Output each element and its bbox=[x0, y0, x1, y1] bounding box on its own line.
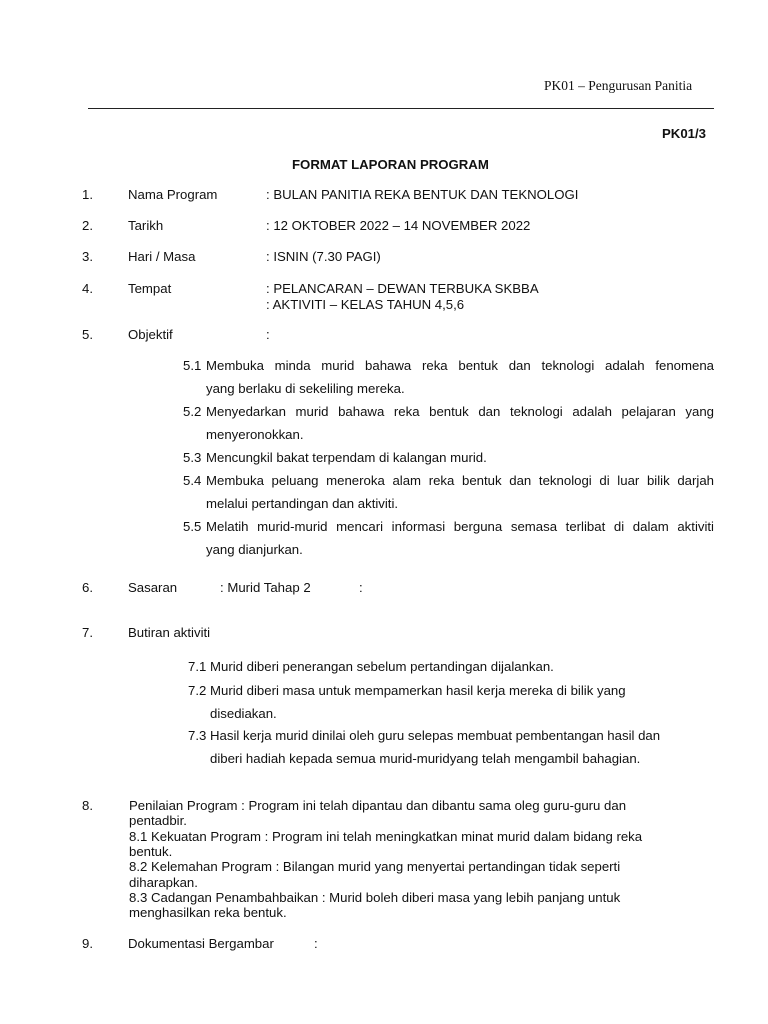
item-value-tarikh: : 12 OKTOBER 2022 – 14 NOVEMBER 2022 bbox=[266, 218, 531, 233]
item-number: 8. bbox=[82, 798, 93, 813]
activity-text: Murid diberi masa untuk mempamerkan hasil kerja mereka di bilik yang bbox=[210, 683, 626, 698]
objective-text-continued: yang dianjurkan. bbox=[206, 542, 303, 557]
item-number: 6. bbox=[82, 580, 93, 595]
item-number: 1. bbox=[82, 187, 93, 202]
objective-number: 5.1 bbox=[183, 358, 202, 373]
item-number: 2. bbox=[82, 218, 93, 233]
objective-text-continued: yang berlaku di sekeliling mereka. bbox=[206, 381, 405, 396]
objective-text: Melatih murid-murid mencari informasi berguna semasa terlibat di dalam aktiviti bbox=[206, 519, 714, 534]
objective-text-continued: menyeronokkan. bbox=[206, 427, 304, 442]
kelemahan-line: 8.2 Kelemahan Program : Bilangan murid yang menyertai pertandingan tidak seperti bbox=[129, 859, 621, 874]
penilaian-line: pentadbir. bbox=[129, 813, 187, 828]
item-label-tarikh: Tarikh bbox=[128, 218, 164, 233]
item-value-tempat-pelancaran: : PELANCARAN – DEWAN TERBUKA SKBBA bbox=[266, 281, 539, 296]
objective-number: 5.5 bbox=[183, 519, 202, 534]
item-label-dokumentasi: Dokumentasi Bergambar bbox=[128, 936, 274, 951]
objective-number: 5.4 bbox=[183, 473, 202, 488]
page-title: FORMAT LAPORAN PROGRAM bbox=[292, 157, 489, 172]
activity-number: 7.1 bbox=[188, 659, 207, 674]
objective-text: Mencungkil bakat terpendam di kalangan murid. bbox=[206, 450, 487, 465]
kekuatan-line: 8.1 Kekuatan Program : Program ini telah meningkatkan minat murid dalam bidang reka bbox=[129, 829, 643, 844]
item-number: 9. bbox=[82, 936, 93, 951]
item-label-nama-program: Nama Program bbox=[128, 187, 218, 202]
item-label-tempat: Tempat bbox=[128, 281, 172, 296]
objective-text: Menyedarkan murid bahawa reka bentuk dan teknologi adalah pelajaran yang bbox=[206, 404, 714, 419]
item-value-objektif: : bbox=[266, 327, 270, 342]
penilaian-line: Penilaian Program : Program ini telah dipantau dan dibantu sama oleg guru-guru dan bbox=[129, 798, 627, 813]
activity-text-continued: diberi hadiah kepada semua murid-muridyang telah mengambil bahagian. bbox=[210, 751, 641, 766]
cadangan-line: 8.3 Cadangan Penambahbaikan : Murid boleh diberi masa yang lebih panjang untuk bbox=[129, 890, 621, 905]
item-value-tempat-aktiviti: : AKTIVITI – KELAS TAHUN 4,5,6 bbox=[266, 297, 465, 312]
objective-text: Membuka peluang meneroka alam reka bentuk dan teknologi di luar bilik darjah bbox=[206, 473, 714, 488]
kelemahan-line: diharapkan. bbox=[129, 875, 198, 890]
sasaran-trailing-colon: : bbox=[359, 580, 363, 595]
item-label-butiran-aktiviti: Butiran aktiviti bbox=[128, 625, 211, 640]
form-code: PK01/3 bbox=[662, 126, 706, 141]
item-value-hari-masa: : ISNIN (7.30 PAGI) bbox=[266, 249, 381, 264]
objective-number: 5.2 bbox=[183, 404, 202, 419]
kekuatan-line: bentuk. bbox=[129, 844, 173, 859]
item-label-sasaran: Sasaran bbox=[128, 580, 178, 595]
activity-text: Murid diberi penerangan sebelum pertandingan dijalankan. bbox=[210, 659, 554, 674]
objective-number: 5.3 bbox=[183, 450, 202, 465]
item-label-objektif: Objektif bbox=[128, 327, 173, 342]
objective-text-continued: melalui pertandingan dan aktiviti. bbox=[206, 496, 399, 511]
document-reference: PK01 – Pengurusan Panitia bbox=[544, 78, 693, 93]
item-number: 3. bbox=[82, 249, 93, 264]
dokumentasi-colon: : bbox=[314, 936, 318, 951]
activity-number: 7.3 bbox=[188, 728, 207, 743]
activity-text-continued: disediakan. bbox=[210, 706, 277, 721]
activity-number: 7.2 bbox=[188, 683, 207, 698]
item-value-nama-program: : BULAN PANITIA REKA BENTUK DAN TEKNOLOGI bbox=[266, 187, 579, 202]
item-label-hari-masa: Hari / Masa bbox=[128, 249, 196, 264]
item-number: 5. bbox=[82, 327, 93, 342]
item-number: 4. bbox=[82, 281, 93, 296]
activity-text: Hasil kerja murid dinilai oleh guru selepas membuat pembentangan hasil dan bbox=[210, 728, 661, 743]
header-divider bbox=[88, 108, 714, 109]
objective-text: Membuka minda murid bahawa reka bentuk dan teknologi adalah fenomena bbox=[206, 358, 714, 373]
item-value-sasaran: : Murid Tahap 2 bbox=[220, 580, 311, 595]
cadangan-line: menghasilkan reka bentuk. bbox=[129, 905, 287, 920]
item-number: 7. bbox=[82, 625, 93, 640]
